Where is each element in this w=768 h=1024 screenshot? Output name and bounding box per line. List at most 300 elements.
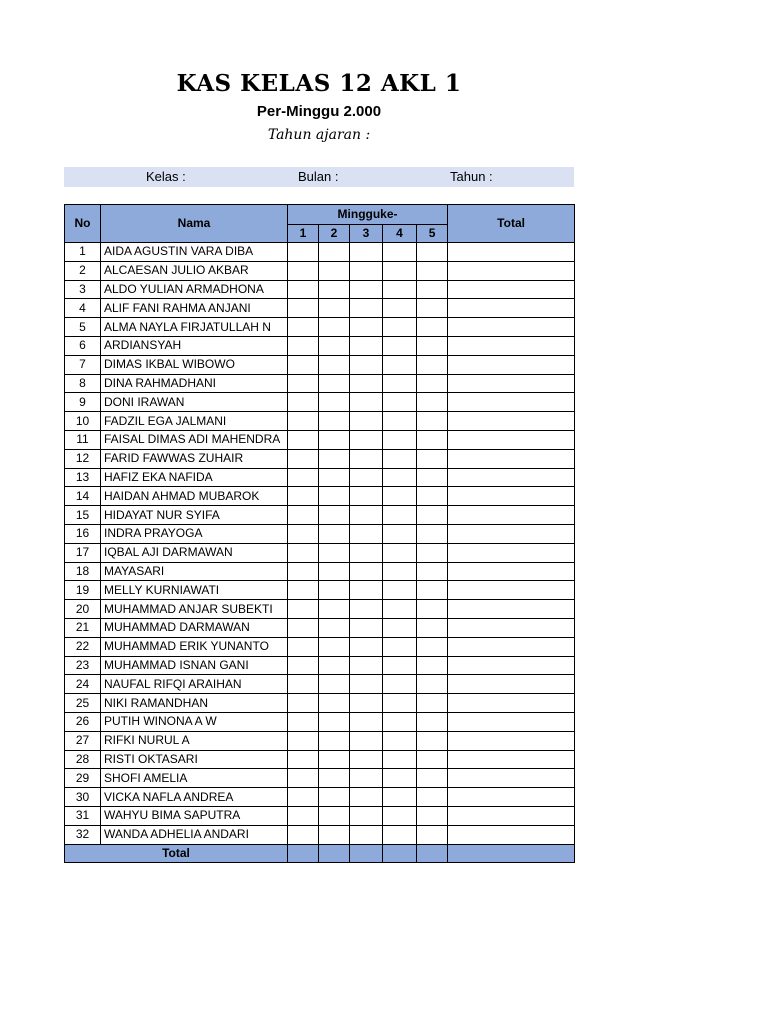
row-number: 22	[65, 637, 101, 656]
week-2-cell[interactable]	[319, 430, 350, 449]
tahun-label: Tahun :	[450, 169, 493, 184]
week-3-cell[interactable]	[350, 656, 383, 675]
student-name: ARDIANSYAH	[101, 336, 288, 355]
row-total-cell[interactable]	[448, 243, 575, 262]
week-5-cell[interactable]	[417, 430, 448, 449]
week-2-cell[interactable]	[319, 468, 350, 487]
week-5-cell[interactable]	[417, 675, 448, 694]
week-4-cell[interactable]	[383, 280, 417, 299]
week-5-cell[interactable]	[417, 449, 448, 468]
table-row	[65, 562, 575, 581]
row-number: 12	[65, 449, 101, 468]
row-total-cell[interactable]	[448, 487, 575, 506]
row-number: 29	[65, 769, 101, 788]
week-4-cell[interactable]	[383, 243, 417, 262]
page-title: KAS KELAS 12 AKL 1	[176, 70, 462, 97]
week-5-cell[interactable]	[417, 600, 448, 619]
header-week-5: 5	[417, 225, 448, 243]
week-2-cell[interactable]	[319, 750, 350, 769]
table-row	[65, 618, 575, 637]
table-row	[65, 656, 575, 675]
week-4-cell[interactable]	[383, 318, 417, 337]
table-row	[65, 543, 575, 562]
week-2-cell[interactable]	[319, 355, 350, 374]
student-name: ALDO YULIAN ARMADHONA	[101, 280, 288, 299]
table-row	[65, 712, 575, 731]
week-1-cell[interactable]	[288, 412, 319, 431]
week-1-cell[interactable]	[288, 806, 319, 825]
week-5-cell[interactable]	[417, 712, 448, 731]
student-name: VICKA NAFLA ANDREA	[101, 788, 288, 807]
week-2-cell[interactable]	[319, 825, 350, 844]
week-5-cell[interactable]	[417, 581, 448, 600]
student-name: FADZIL EGA JALMANI	[101, 412, 288, 431]
week-3-cell[interactable]	[350, 618, 383, 637]
student-name: NIKI RAMANDHAN	[101, 694, 288, 713]
table-row	[65, 769, 575, 788]
week-5-cell[interactable]	[417, 731, 448, 750]
week-2-cell[interactable]	[319, 637, 350, 656]
week-3-cell[interactable]	[350, 524, 383, 543]
week-2-cell[interactable]	[319, 694, 350, 713]
week-1-cell[interactable]	[288, 487, 319, 506]
row-total-cell[interactable]	[448, 694, 575, 713]
grand-total-cell[interactable]	[448, 844, 575, 863]
week-2-cell[interactable]	[319, 487, 350, 506]
week-1-cell[interactable]	[288, 637, 319, 656]
header-week-3: 3	[350, 225, 383, 243]
week-4-cell[interactable]	[383, 524, 417, 543]
week-3-cell[interactable]	[350, 393, 383, 412]
table-row	[65, 280, 575, 299]
student-name: HAFIZ EKA NAFIDA	[101, 468, 288, 487]
week-3-cell[interactable]	[350, 750, 383, 769]
row-total-cell[interactable]	[448, 299, 575, 318]
row-total-cell[interactable]	[448, 506, 575, 525]
week-3-cell[interactable]	[350, 506, 383, 525]
week-1-cell[interactable]	[288, 261, 319, 280]
row-total-cell[interactable]	[448, 618, 575, 637]
week-5-cell[interactable]	[417, 788, 448, 807]
week-5-cell[interactable]	[417, 543, 448, 562]
week-5-cell[interactable]	[417, 618, 448, 637]
row-number: 14	[65, 487, 101, 506]
student-name: DONI IRAWAN	[101, 393, 288, 412]
week-2-cell[interactable]	[319, 788, 350, 807]
week-5-cell[interactable]	[417, 637, 448, 656]
week-5-cell[interactable]	[417, 280, 448, 299]
row-number: 31	[65, 806, 101, 825]
student-name: MUHAMMAD ERIK YUNANTO	[101, 637, 288, 656]
week-3-cell[interactable]	[350, 487, 383, 506]
week-5-cell[interactable]	[417, 524, 448, 543]
week-5-cell[interactable]	[417, 825, 448, 844]
week-2-cell[interactable]	[319, 393, 350, 412]
week-2-cell[interactable]	[319, 806, 350, 825]
week-2-cell[interactable]	[319, 769, 350, 788]
week-5-cell[interactable]	[417, 750, 448, 769]
student-name: ALCAESAN JULIO AKBAR	[101, 261, 288, 280]
row-total-cell[interactable]	[448, 261, 575, 280]
week-3-cell[interactable]	[350, 675, 383, 694]
row-total-cell[interactable]	[448, 355, 575, 374]
week-3-cell[interactable]	[350, 412, 383, 431]
week-1-cell[interactable]	[288, 506, 319, 525]
week-2-cell[interactable]	[319, 336, 350, 355]
week-1-cell[interactable]	[288, 449, 319, 468]
week-4-cell[interactable]	[383, 769, 417, 788]
row-total-cell[interactable]	[448, 637, 575, 656]
week-2-cell[interactable]	[319, 524, 350, 543]
student-name: WANDA ADHELIA ANDARI	[101, 825, 288, 844]
week-2-cell[interactable]	[319, 712, 350, 731]
week-4-cell[interactable]	[383, 637, 417, 656]
bulan-label: Bulan :	[298, 169, 339, 184]
table-row	[65, 825, 575, 844]
row-number: 28	[65, 750, 101, 769]
week-5-cell[interactable]	[417, 506, 448, 525]
week-3-cell[interactable]	[350, 243, 383, 262]
week-1-cell[interactable]	[288, 618, 319, 637]
week-3-cell[interactable]	[350, 374, 383, 393]
row-total-cell[interactable]	[448, 393, 575, 412]
student-name: WAHYU BIMA SAPUTRA	[101, 806, 288, 825]
school-year-label: Tahun ajaran :	[267, 127, 371, 143]
table-row	[65, 318, 575, 337]
week-3-cell[interactable]	[350, 336, 383, 355]
table-row	[65, 506, 575, 525]
row-number: 23	[65, 656, 101, 675]
week-2-cell[interactable]	[319, 675, 350, 694]
week-4-cell[interactable]	[383, 825, 417, 844]
week-4-cell[interactable]	[383, 618, 417, 637]
week-1-cell[interactable]	[288, 336, 319, 355]
table-row	[65, 600, 575, 619]
student-name: PUTIH WINONA A W	[101, 712, 288, 731]
week-5-cell[interactable]	[417, 355, 448, 374]
week-1-cell[interactable]	[288, 731, 319, 750]
week-1-cell[interactable]	[288, 656, 319, 675]
student-name: RIFKI NURUL A	[101, 731, 288, 750]
week-4-cell[interactable]	[383, 449, 417, 468]
week-4-cell[interactable]	[383, 581, 417, 600]
row-number: 26	[65, 712, 101, 731]
week-5-cell[interactable]	[417, 299, 448, 318]
week-2-cell[interactable]	[319, 562, 350, 581]
student-name: DIMAS IKBAL WIBOWO	[101, 355, 288, 374]
cash-table	[64, 204, 575, 863]
week-1-cell[interactable]	[288, 393, 319, 412]
week-5-cell[interactable]	[417, 412, 448, 431]
row-total-cell[interactable]	[448, 600, 575, 619]
week-4-cell[interactable]	[383, 675, 417, 694]
week-3-cell[interactable]	[350, 637, 383, 656]
week-4-cell[interactable]	[383, 543, 417, 562]
student-name: SHOFI AMELIA	[101, 769, 288, 788]
total-week-cell[interactable]	[288, 844, 319, 863]
row-total-cell[interactable]	[448, 318, 575, 337]
header-week-1: 1	[288, 225, 319, 243]
week-1-cell[interactable]	[288, 524, 319, 543]
row-total-cell[interactable]	[448, 562, 575, 581]
week-2-cell[interactable]	[319, 299, 350, 318]
week-1-cell[interactable]	[288, 280, 319, 299]
row-total-cell[interactable]	[448, 731, 575, 750]
week-4-cell[interactable]	[383, 600, 417, 619]
row-total-cell[interactable]	[448, 449, 575, 468]
table-row	[65, 355, 575, 374]
week-1-cell[interactable]	[288, 299, 319, 318]
week-3-cell[interactable]	[350, 825, 383, 844]
week-2-cell[interactable]	[319, 600, 350, 619]
week-2-cell[interactable]	[319, 261, 350, 280]
table-row	[65, 430, 575, 449]
table-row	[65, 694, 575, 713]
week-2-cell[interactable]	[319, 412, 350, 431]
row-total-cell[interactable]	[448, 769, 575, 788]
week-3-cell[interactable]	[350, 769, 383, 788]
row-total-cell[interactable]	[448, 656, 575, 675]
week-4-cell[interactable]	[383, 374, 417, 393]
row-number: 3	[65, 280, 101, 299]
week-4-cell[interactable]	[383, 694, 417, 713]
student-name: MUHAMMAD DARMAWAN	[101, 618, 288, 637]
week-3-cell[interactable]	[350, 806, 383, 825]
week-4-cell[interactable]	[383, 788, 417, 807]
week-1-cell[interactable]	[288, 694, 319, 713]
week-2-cell[interactable]	[319, 581, 350, 600]
table-row	[65, 243, 575, 262]
row-total-cell[interactable]	[448, 468, 575, 487]
row-total-cell[interactable]	[448, 374, 575, 393]
week-1-cell[interactable]	[288, 562, 319, 581]
week-4-cell[interactable]	[383, 336, 417, 355]
week-3-cell[interactable]	[350, 449, 383, 468]
week-5-cell[interactable]	[417, 694, 448, 713]
week-5-cell[interactable]	[417, 468, 448, 487]
week-3-cell[interactable]	[350, 581, 383, 600]
week-1-cell[interactable]	[288, 355, 319, 374]
student-name: MUHAMMAD ANJAR SUBEKTI	[101, 600, 288, 619]
row-number: 32	[65, 825, 101, 844]
total-label: Total	[65, 844, 288, 863]
row-number: 20	[65, 600, 101, 619]
row-number: 15	[65, 506, 101, 525]
row-total-cell[interactable]	[448, 543, 575, 562]
week-1-cell[interactable]	[288, 430, 319, 449]
total-week-cell[interactable]	[417, 844, 448, 863]
week-3-cell[interactable]	[350, 731, 383, 750]
week-4-cell[interactable]	[383, 468, 417, 487]
row-number: 24	[65, 675, 101, 694]
week-5-cell[interactable]	[417, 261, 448, 280]
row-total-cell[interactable]	[448, 336, 575, 355]
row-number: 16	[65, 524, 101, 543]
week-1-cell[interactable]	[288, 581, 319, 600]
row-number: 19	[65, 581, 101, 600]
table-row	[65, 374, 575, 393]
week-3-cell[interactable]	[350, 600, 383, 619]
row-number: 5	[65, 318, 101, 337]
total-week-cell[interactable]	[319, 844, 350, 863]
week-3-cell[interactable]	[350, 355, 383, 374]
week-1-cell[interactable]	[288, 675, 319, 694]
student-name: FAISAL DIMAS ADI MAHENDRA	[101, 430, 288, 449]
row-total-cell[interactable]	[448, 675, 575, 694]
student-name: DINA RAHMADHANI	[101, 374, 288, 393]
week-2-cell[interactable]	[319, 506, 350, 525]
row-number: 6	[65, 336, 101, 355]
table-row	[65, 468, 575, 487]
row-number: 4	[65, 299, 101, 318]
row-total-cell[interactable]	[448, 788, 575, 807]
week-5-cell[interactable]	[417, 243, 448, 262]
week-4-cell[interactable]	[383, 506, 417, 525]
header-total: Total	[448, 205, 575, 243]
total-row	[65, 844, 575, 863]
week-2-cell[interactable]	[319, 543, 350, 562]
table-row	[65, 487, 575, 506]
info-bar	[64, 167, 574, 187]
week-1-cell[interactable]	[288, 243, 319, 262]
week-1-cell[interactable]	[288, 769, 319, 788]
table-row	[65, 449, 575, 468]
week-5-cell[interactable]	[417, 487, 448, 506]
total-week-cell[interactable]	[383, 844, 417, 863]
week-4-cell[interactable]	[383, 261, 417, 280]
week-1-cell[interactable]	[288, 788, 319, 807]
week-4-cell[interactable]	[383, 487, 417, 506]
week-5-cell[interactable]	[417, 806, 448, 825]
student-name: FARID FAWWAS ZUHAIR	[101, 449, 288, 468]
header-week-4: 4	[383, 225, 417, 243]
table-row	[65, 393, 575, 412]
row-total-cell[interactable]	[448, 712, 575, 731]
student-name: ALIF FANI RAHMA ANJANI	[101, 299, 288, 318]
week-5-cell[interactable]	[417, 656, 448, 675]
week-3-cell[interactable]	[350, 261, 383, 280]
week-3-cell[interactable]	[350, 430, 383, 449]
week-3-cell[interactable]	[350, 562, 383, 581]
student-name: AIDA AGUSTIN VARA DIBA	[101, 243, 288, 262]
week-5-cell[interactable]	[417, 374, 448, 393]
week-4-cell[interactable]	[383, 806, 417, 825]
week-4-cell[interactable]	[383, 731, 417, 750]
week-1-cell[interactable]	[288, 750, 319, 769]
row-number: 7	[65, 355, 101, 374]
week-2-cell[interactable]	[319, 656, 350, 675]
kelas-label: Kelas :	[146, 169, 186, 184]
week-2-cell[interactable]	[319, 243, 350, 262]
student-name: HIDAYAT NUR SYIFA	[101, 506, 288, 525]
row-number: 9	[65, 393, 101, 412]
row-total-cell[interactable]	[448, 750, 575, 769]
week-3-cell[interactable]	[350, 788, 383, 807]
week-1-cell[interactable]	[288, 712, 319, 731]
week-3-cell[interactable]	[350, 468, 383, 487]
row-number: 8	[65, 374, 101, 393]
total-week-cell[interactable]	[350, 844, 383, 863]
week-2-cell[interactable]	[319, 374, 350, 393]
student-name: MUHAMMAD ISNAN GANI	[101, 656, 288, 675]
week-5-cell[interactable]	[417, 393, 448, 412]
week-2-cell[interactable]	[319, 618, 350, 637]
row-total-cell[interactable]	[448, 581, 575, 600]
student-name: RISTI OKTASARI	[101, 750, 288, 769]
week-2-cell[interactable]	[319, 449, 350, 468]
week-4-cell[interactable]	[383, 355, 417, 374]
row-number: 18	[65, 562, 101, 581]
student-name: MELLY KURNIAWATI	[101, 581, 288, 600]
weekly-amount: Per-Minggu 2.000	[256, 103, 382, 120]
row-number: 2	[65, 261, 101, 280]
header-no: No	[65, 205, 101, 243]
week-1-cell[interactable]	[288, 600, 319, 619]
header-mingguke: Mingguke-	[288, 205, 448, 225]
table-row	[65, 336, 575, 355]
week-5-cell[interactable]	[417, 769, 448, 788]
week-4-cell[interactable]	[383, 430, 417, 449]
week-4-cell[interactable]	[383, 656, 417, 675]
row-total-cell[interactable]	[448, 430, 575, 449]
week-3-cell[interactable]	[350, 318, 383, 337]
week-3-cell[interactable]	[350, 299, 383, 318]
row-total-cell[interactable]	[448, 806, 575, 825]
week-4-cell[interactable]	[383, 412, 417, 431]
row-total-cell[interactable]	[448, 524, 575, 543]
student-name: NAUFAL RIFQI ARAIHAN	[101, 675, 288, 694]
week-2-cell[interactable]	[319, 280, 350, 299]
week-1-cell[interactable]	[288, 543, 319, 562]
week-4-cell[interactable]	[383, 393, 417, 412]
table-row	[65, 261, 575, 280]
week-4-cell[interactable]	[383, 750, 417, 769]
student-name: ALMA NAYLA FIRJATULLAH N	[101, 318, 288, 337]
row-total-cell[interactable]	[448, 280, 575, 299]
week-3-cell[interactable]	[350, 280, 383, 299]
student-name: HAIDAN AHMAD MUBAROK	[101, 487, 288, 506]
student-name: IQBAL AJI DARMAWAN	[101, 543, 288, 562]
week-2-cell[interactable]	[319, 731, 350, 750]
row-total-cell[interactable]	[448, 825, 575, 844]
week-5-cell[interactable]	[417, 336, 448, 355]
row-number: 30	[65, 788, 101, 807]
student-name: MAYASARI	[101, 562, 288, 581]
row-number: 11	[65, 430, 101, 449]
week-1-cell[interactable]	[288, 318, 319, 337]
row-number: 21	[65, 618, 101, 637]
row-total-cell[interactable]	[448, 412, 575, 431]
table-row	[65, 637, 575, 656]
table-row	[65, 412, 575, 431]
week-3-cell[interactable]	[350, 694, 383, 713]
week-1-cell[interactable]	[288, 468, 319, 487]
week-1-cell[interactable]	[288, 825, 319, 844]
row-number: 17	[65, 543, 101, 562]
week-2-cell[interactable]	[319, 318, 350, 337]
week-3-cell[interactable]	[350, 712, 383, 731]
week-1-cell[interactable]	[288, 374, 319, 393]
week-4-cell[interactable]	[383, 299, 417, 318]
week-5-cell[interactable]	[417, 318, 448, 337]
week-4-cell[interactable]	[383, 712, 417, 731]
week-3-cell[interactable]	[350, 543, 383, 562]
row-number: 25	[65, 694, 101, 713]
student-name: INDRA PRAYOGA	[101, 524, 288, 543]
table-row	[65, 731, 575, 750]
week-4-cell[interactable]	[383, 562, 417, 581]
week-5-cell[interactable]	[417, 562, 448, 581]
